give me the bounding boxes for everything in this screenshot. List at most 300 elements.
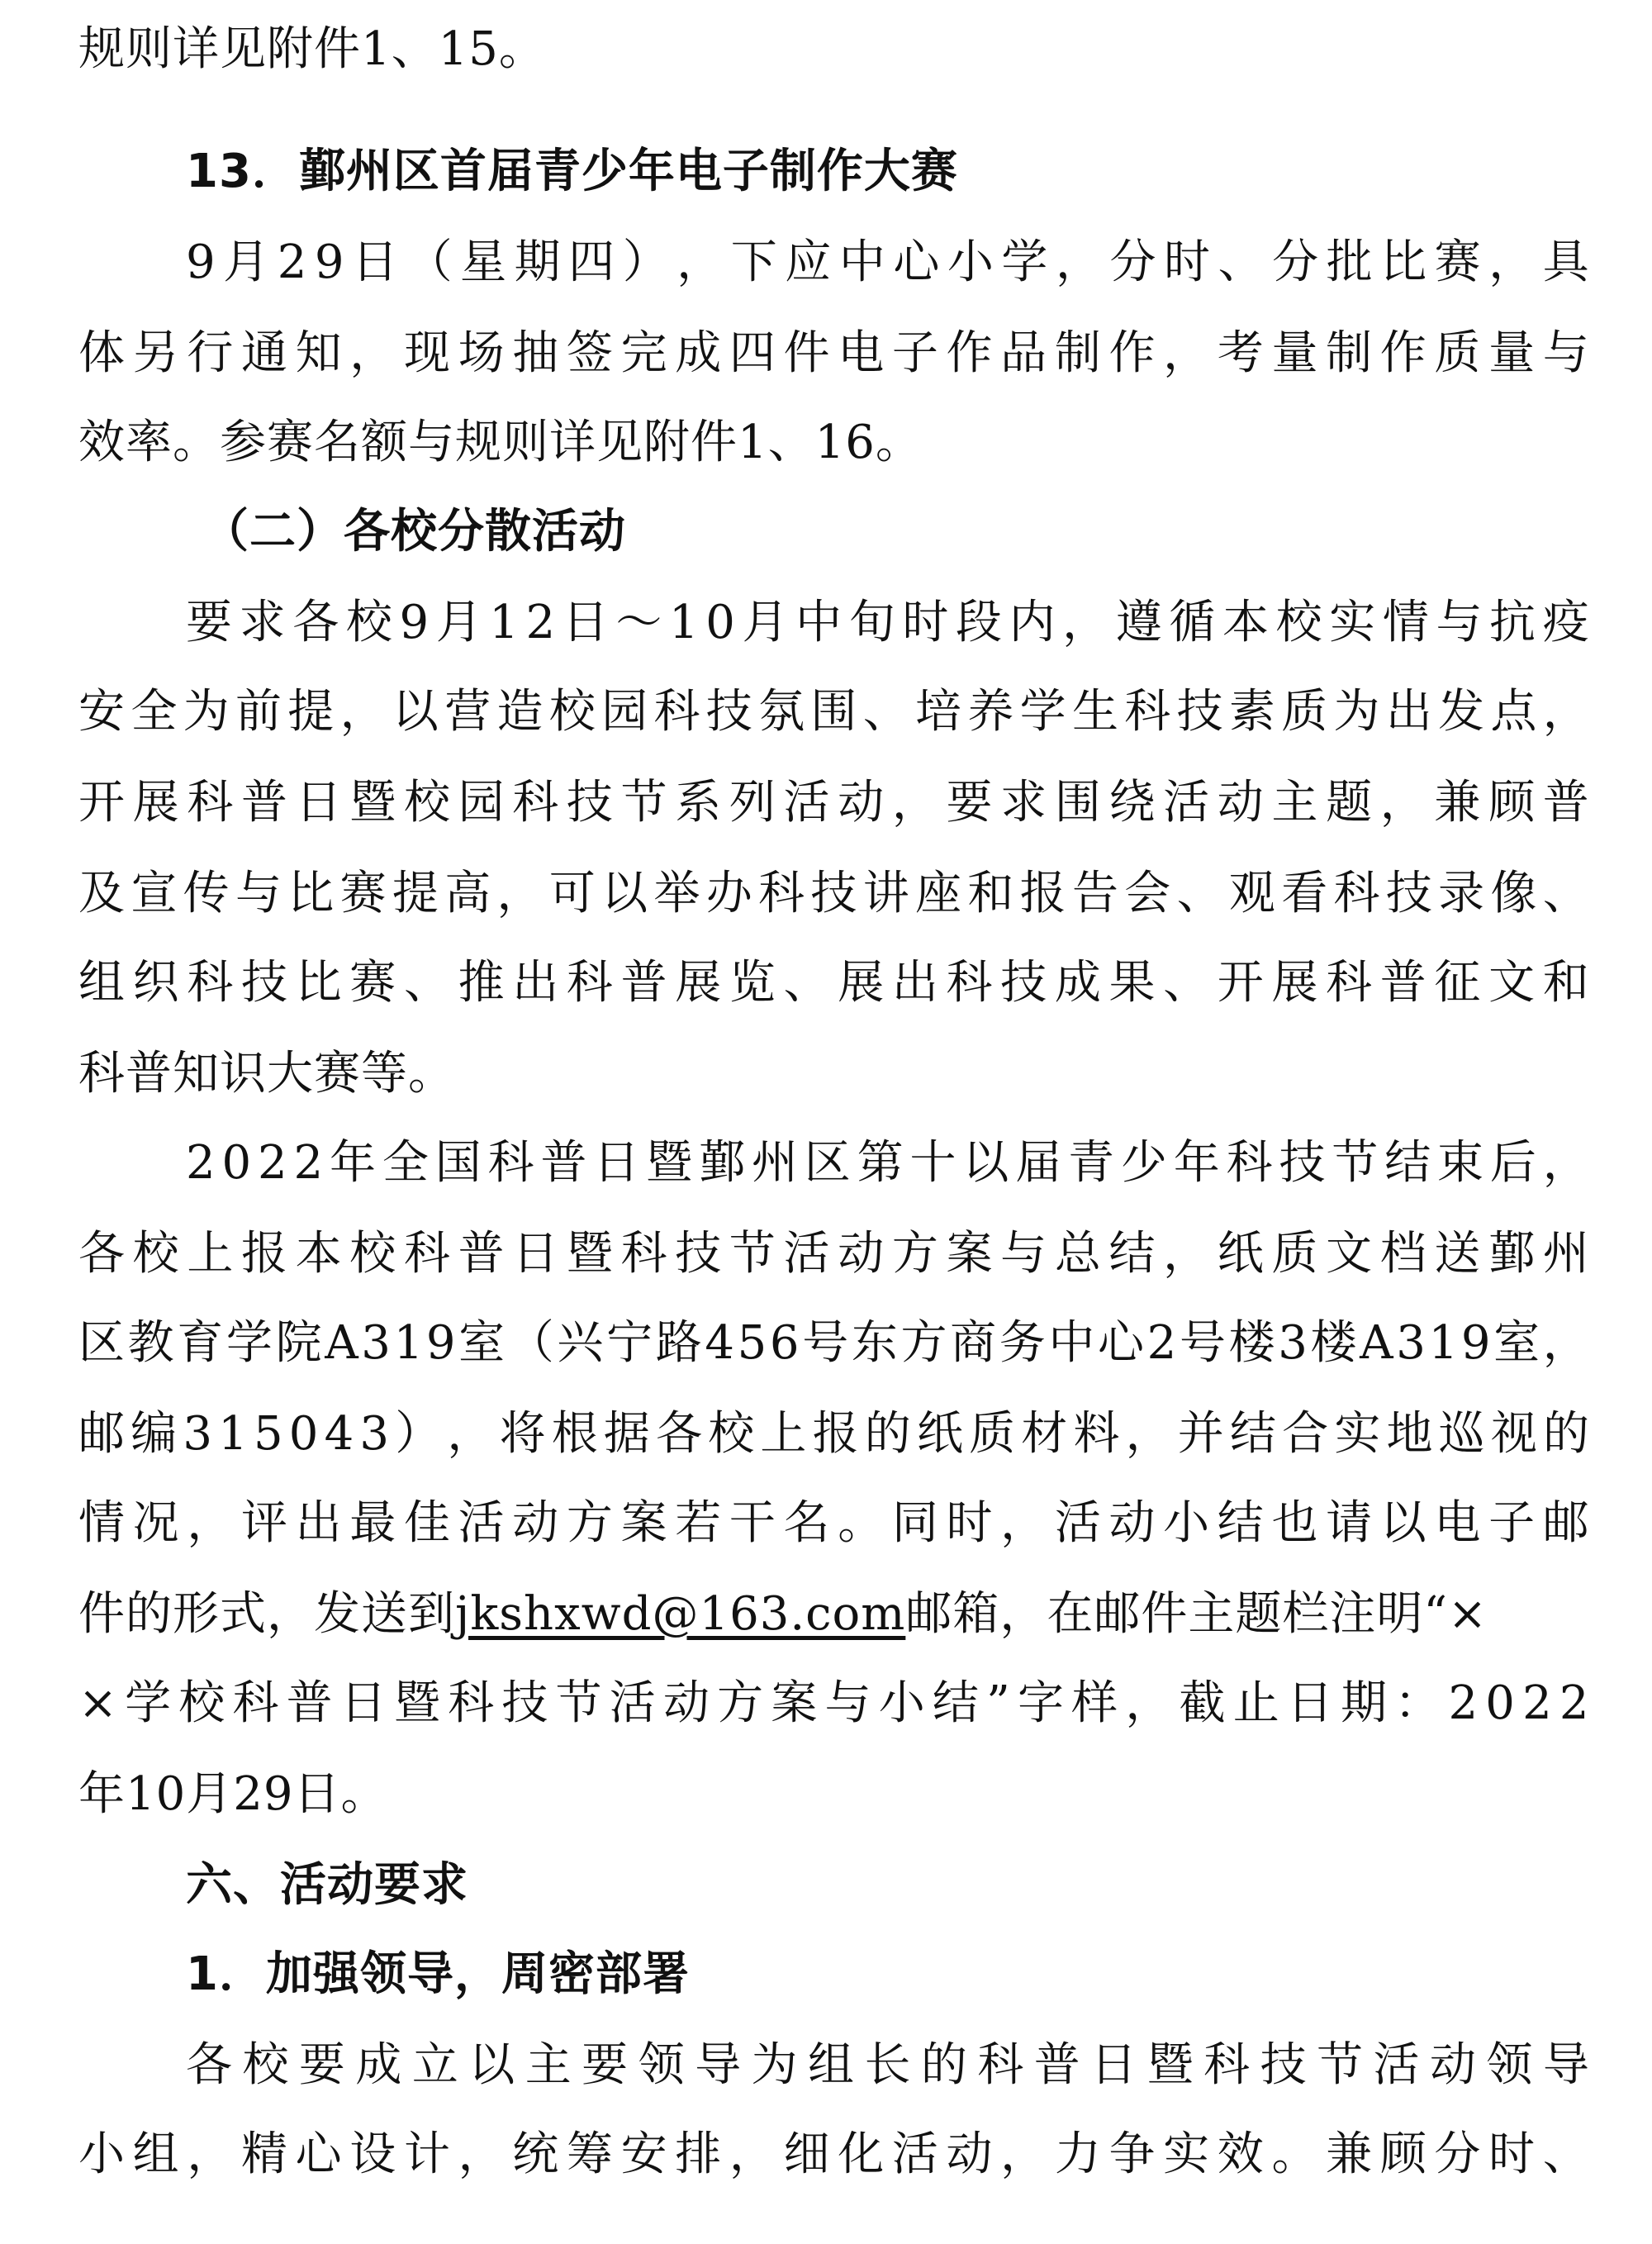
text-char: 小 [947,235,995,289]
text-char: 成 [1054,956,1102,1010]
text-char: 0 [221,1136,253,1190]
text-char: 围 [810,685,858,739]
text-char: 宣 [131,867,178,920]
text-char: 力 [1054,2128,1102,2181]
text-segment: 邮箱，在邮件主题栏注明“× [905,1587,1488,1641]
section-heading: 1．加强领导，周密部署 [186,1947,690,2001]
text-char: 科 [977,2038,1025,2092]
text-char: 顾 [1379,2128,1427,2181]
text-char: 应 [785,235,833,289]
text-line [78,944,1590,1023]
text-char: A [325,1316,359,1370]
text-char: 商 [950,1316,998,1370]
text-char: 和 [1542,956,1590,1010]
text-char: 征 [1434,956,1482,1010]
text-char: 号 [802,1316,850,1370]
text-char: 方 [891,1227,939,1281]
text-char: 校 [548,685,596,739]
text-char: 小 [1163,1496,1211,1550]
text-char: 技 [501,1676,549,1730]
text-char: 以 [468,2038,516,2092]
text-char: ， [1542,1136,1590,1190]
text-char: 报 [1019,867,1067,920]
text-char: 制 [1054,326,1102,380]
text-char: 心 [295,2128,343,2181]
text-char: 筹 [566,2128,614,2181]
section-heading: （二）各校分散活动 [202,505,626,559]
text-char: 9 [399,596,430,649]
text-char: 题 [1326,776,1374,830]
text-char: 科 [1326,956,1374,1010]
text-char: ， [339,685,387,739]
text-char: 3 [359,1407,391,1461]
text-char: 最 [349,1496,397,1550]
text-char: 传 [183,867,230,920]
text-char: 高 [444,867,492,920]
text-char: 可 [548,867,596,920]
text-char: 、 [1163,956,1211,1010]
text-char: 疫 [1542,596,1590,649]
text-char: 活 [1054,1496,1102,1550]
text-segment: 件的形式，发送到 [78,1587,455,1641]
text-char: 技 [240,956,288,1010]
text-char: 1 [393,1316,425,1370]
text-char: 生 [1071,685,1119,739]
text-char: 氛 [758,685,806,739]
text-char: 主 [525,2038,572,2092]
text-char: 科 [512,776,560,830]
text-char: ， [1055,235,1103,289]
text-char: 2 [277,235,308,289]
text-char: 件 [783,326,831,380]
text-char: 动 [662,1676,710,1730]
text-char: 6 [769,1316,800,1370]
text-char: 校 [708,1407,756,1461]
text-char: 结 [1108,1227,1156,1281]
text-char: 场 [458,326,506,380]
text-char: ～ [615,596,663,649]
text-char: 精 [240,2128,288,2181]
text-char: 本 [1222,596,1270,649]
text-char: 星 [460,235,508,289]
text-char: 期 [514,235,562,289]
text-char: 日 [295,776,343,830]
text-char: × [78,1676,118,1730]
text-char: 2 [1448,1676,1479,1730]
text-char: 下 [730,235,778,289]
text-char: 领 [1486,2038,1534,2092]
text-char: 本 [295,1227,343,1281]
text-char: 时 [902,596,950,649]
text-char: 方 [900,1316,948,1370]
text-line [78,673,1590,752]
text-char: 主 [1271,776,1319,830]
text-char: 将 [499,1407,547,1461]
text-char: 校 [242,2038,290,2092]
text-char: 请 [1326,1496,1374,1550]
text-char: 3 [183,1407,213,1461]
text-line [78,1215,1590,1294]
text-char: 宁 [606,1316,654,1370]
text-char: 组 [807,2038,855,2092]
text-char: 赛 [349,956,397,1010]
text-char: 各 [186,2038,233,2092]
text-char: 1 [489,596,520,649]
text-char: 根 [551,1407,599,1461]
text-char: 现 [403,326,451,380]
text-char: 十 [909,1136,957,1190]
text-char: 送 [1434,1227,1482,1281]
text-char: 、 [1542,2128,1590,2181]
text-char: 技 [1000,956,1048,1010]
text-char: 时 [1488,2128,1536,2181]
text-char: 案 [771,1676,819,1730]
text-char: 月 [223,235,271,289]
text-char: 截 [1179,1676,1227,1730]
text-char: 科 [946,956,994,1010]
text-char: 材 [1021,1407,1069,1461]
text-char: 科 [403,1227,451,1281]
text-char: 、 [1176,867,1224,920]
text-char: 与 [1436,596,1483,649]
text-char: 暨 [1146,2038,1194,2092]
text-char: （ [507,1316,555,1370]
text-char: 循 [1169,596,1217,649]
text-char: 国 [434,1136,482,1190]
text-char: ） [395,1407,443,1461]
text-char: 化 [838,2128,885,2181]
text-char: 立 [411,2038,459,2092]
text-line [78,1484,1590,1563]
text-char: 。 [1271,2128,1319,2181]
text-char: 9 [314,235,345,289]
text-char: 电 [838,326,885,380]
text-char: 节 [1317,2038,1365,2092]
text-char: 作 [946,326,994,380]
text-char: 与 [1000,1227,1048,1281]
text-char: 以 [392,685,439,739]
text-char: 中 [1048,1316,1096,1370]
text-char: 报 [812,1407,860,1461]
text-char: 量 [1488,326,1536,380]
text-char: 计 [403,2128,451,2181]
text-char: 况 [132,1496,180,1550]
text-char: 期 [1341,1676,1389,1730]
text-char: ， [729,2128,776,2181]
text-char: 分 [1272,235,1320,289]
text-char: 样 [1071,1676,1119,1730]
text-char: 提 [287,685,335,739]
text-char: 与 [824,1676,872,1730]
text-char: 组 [78,956,126,1010]
text-char: 录 [1438,867,1486,920]
text-char: 开 [1217,956,1265,1010]
text-char: 科 [1203,2038,1251,2092]
text-char: 技 [1176,685,1224,739]
text-char: 四 [568,235,616,289]
text-char: 旬 [848,596,896,649]
text-char: 技 [810,867,858,920]
text-char: 比 [287,867,335,920]
text-char: 科 [448,1676,496,1730]
text-char: 方 [717,1676,765,1730]
text-char: 上 [187,1227,235,1281]
text-char: 路 [655,1316,703,1370]
text-char: 字 [1017,1676,1065,1730]
text-char: 质 [969,1407,1017,1461]
text-char: 内 [1009,596,1056,649]
text-char: 安 [78,685,126,739]
text-char: 结 [1384,1136,1432,1190]
text-char: ” [986,1676,1011,1730]
text-char: 技 [1385,867,1433,920]
text-line [78,854,1590,934]
text-char: 普 [240,776,288,830]
text-char: 料 [1073,1407,1121,1461]
text-char: 、 [1542,867,1590,920]
text-char: 技 [566,776,614,830]
text-line [186,2026,1590,2105]
text-char: 会 [1124,867,1172,920]
text-char: 中 [795,596,843,649]
text-char: 小 [78,2128,126,2181]
text-char: 日 [1286,1676,1334,1730]
text-char: 号 [1179,1316,1227,1370]
text-char: 科 [487,1136,535,1190]
text-char: 普 [540,1136,588,1190]
text-char: 9 [425,1316,457,1370]
text-char: 品 [1000,326,1048,380]
text-char: 。 [838,1496,885,1550]
text-char: 普 [1033,2038,1081,2092]
text-char: 顾 [1488,776,1536,830]
text-char: 电 [1434,1496,1482,1550]
text-char: 活 [1163,776,1211,830]
text-char: ， [496,867,544,920]
text-char: 方 [566,1496,614,1550]
text-char: 织 [132,956,180,1010]
text-char: ， [1163,326,1211,380]
text-char: 养 [967,685,1015,739]
text-char: 实 [1334,1407,1382,1461]
text-char: 楼 [1228,1316,1276,1370]
text-char: 果 [1108,956,1156,1010]
text-char: 通 [240,326,288,380]
text-char: 节 [555,1676,603,1730]
text-char: 列 [729,776,776,830]
text-char: 活 [458,1496,506,1550]
text-char: 时 [1164,235,1212,289]
text-char: 报 [240,1227,288,1281]
text-char: ， [1000,1496,1048,1550]
text-char: 0 [1485,1676,1516,1730]
text-line [78,1304,1590,1383]
text-char: 时 [946,1496,994,1550]
text-char: 要 [186,596,233,649]
text-char: 干 [729,1496,776,1550]
text-char: 动 [838,1227,885,1281]
text-char: 比 [295,956,343,1010]
text-char: ， [1000,2128,1048,2181]
text-char: 实 [1163,2128,1211,2181]
text-char: 为 [751,2038,799,2092]
text-line [78,763,1590,843]
text-char: 区 [78,1316,126,1370]
text-char: ， [676,235,724,289]
text-char: 视 [1490,1407,1538,1461]
text-char: 的 [864,1407,912,1461]
text-char: 知 [295,326,343,380]
text-line [78,1575,1590,1654]
text-char: 心 [893,235,941,289]
text-char: 领 [638,2038,686,2092]
text-char: 的 [920,2038,968,2092]
text-char: ， [1542,1316,1590,1370]
text-char: 展 [838,956,885,1010]
text-char: 2 [1522,1676,1553,1730]
text-char: 纸 [916,1407,964,1461]
text-char: 效 [1217,2128,1265,2181]
text-char: 名 [783,1496,831,1550]
text-char: 要 [946,776,994,830]
text-char: 全 [131,685,178,739]
text-char: 以 [1379,1496,1427,1550]
text-char: 0 [705,596,736,649]
text-char: 活 [783,1227,831,1281]
text-line: 年10月29日。 [78,1767,388,1821]
text-char: ， [458,2128,506,2181]
text-char: 并 [1177,1407,1225,1461]
text-char: 推 [458,956,506,1010]
text-line: 科普知识大赛等。 [78,1047,455,1101]
text-char: 办 [705,867,753,920]
text-char: 作 [1108,326,1156,380]
text-char: 校 [349,1227,397,1281]
text-char: 抗 [1489,596,1537,649]
text-char: 学 [1019,685,1067,739]
text-char: 各 [292,596,340,649]
text-char: 编 [131,1407,178,1461]
text-char: 导 [695,2038,743,2092]
text-char: 质 [1434,326,1482,380]
text-char: 具 [1542,235,1590,289]
text-char: 技 [705,685,753,739]
text-char: 以 [601,867,649,920]
text-char: 2 [186,1136,216,1190]
text-char: 展 [675,956,723,1010]
text-char: 举 [653,867,701,920]
text-char: 文 [1326,1227,1374,1281]
text-char: ： [1394,1676,1442,1730]
text-char: 校 [132,1227,180,1281]
section-heading: 13．鄞州区首届青少年电子制作大赛 [186,145,958,198]
text-char: 绕 [1108,776,1156,830]
text-line [186,223,1590,302]
text-char: 案 [620,1496,668,1550]
text-char: 3 [1396,1316,1427,1370]
text-char: 的 [1543,1407,1590,1461]
text-char: 巡 [1438,1407,1486,1461]
text-char: 校 [1275,596,1323,649]
text-char: 总 [1054,1227,1102,1281]
text-char: 案 [946,1227,994,1281]
text-char: 楼 [1310,1316,1358,1370]
text-char: 营 [444,685,492,739]
text-char: 展 [1271,956,1319,1010]
text-char: 暨 [566,1227,614,1281]
text-char: 4 [324,1407,355,1461]
text-char: 成 [355,2038,403,2092]
text-char: 2 [1559,1676,1590,1730]
text-char: 佳 [403,1496,451,1550]
text-char: 月 [435,596,483,649]
text-char: 系 [675,776,723,830]
text-char: 纸 [1217,1227,1265,1281]
text-char: ， [187,1496,235,1550]
text-char: 量 [1271,326,1319,380]
text-char: 活 [891,2128,939,2181]
text-char: 文 [1488,956,1536,1010]
text-char: 评 [240,1496,288,1550]
text-char: ） [622,235,670,289]
text-char: 统 [512,2128,560,2181]
text-char: 动 [946,2128,994,2181]
text-char: 观 [1228,867,1276,920]
text-char: 务 [999,1316,1047,1370]
email-link[interactable]: jkshxwd@163.com [455,1587,906,1641]
text-char: 赛 [339,867,387,920]
text-char: 以 [962,1136,1010,1190]
text-char: ， [1379,776,1427,830]
text-char: 结 [932,1676,980,1730]
text-char: 日 [562,596,610,649]
text-char: 像 [1490,867,1538,920]
text-char: 动 [838,776,885,830]
text-char: （ [406,235,453,289]
text-char: ， [891,776,939,830]
text-char: 科 [653,685,701,739]
text-char: 邮 [78,1407,126,1461]
text-char: ， [1488,235,1536,289]
text-char: ， [447,1407,495,1461]
text-char: 区 [804,1136,852,1190]
text-char: 兼 [1326,2128,1374,2181]
text-char: 、 [862,685,910,739]
text-char: 求 [1000,776,1048,830]
text-char: 技 [1260,2038,1308,2092]
text-char: 前 [235,685,282,739]
text-char: 年 [330,1136,377,1190]
text-char: 小 [878,1676,926,1730]
text-char: 兼 [1434,776,1482,830]
text-char: 排 [675,2128,723,2181]
text-char: 造 [496,685,544,739]
text-char: 成 [675,326,723,380]
text-char: 动 [1429,2038,1477,2092]
text-char: 比 [1380,235,1428,289]
text-char: 5 [737,1316,768,1370]
text-char: 出 [512,956,560,1010]
text-char: 展 [132,776,180,830]
text-char: 导 [1542,2038,1590,2092]
text-char: ， [1062,596,1110,649]
text-char: ， [1125,1407,1173,1461]
text-char: 设 [349,2128,397,2181]
text-char: 普 [458,1227,506,1281]
text-char: 心 [1098,1316,1146,1370]
text-char: 段 [955,596,1003,649]
text-char: 动 [1217,776,1265,830]
